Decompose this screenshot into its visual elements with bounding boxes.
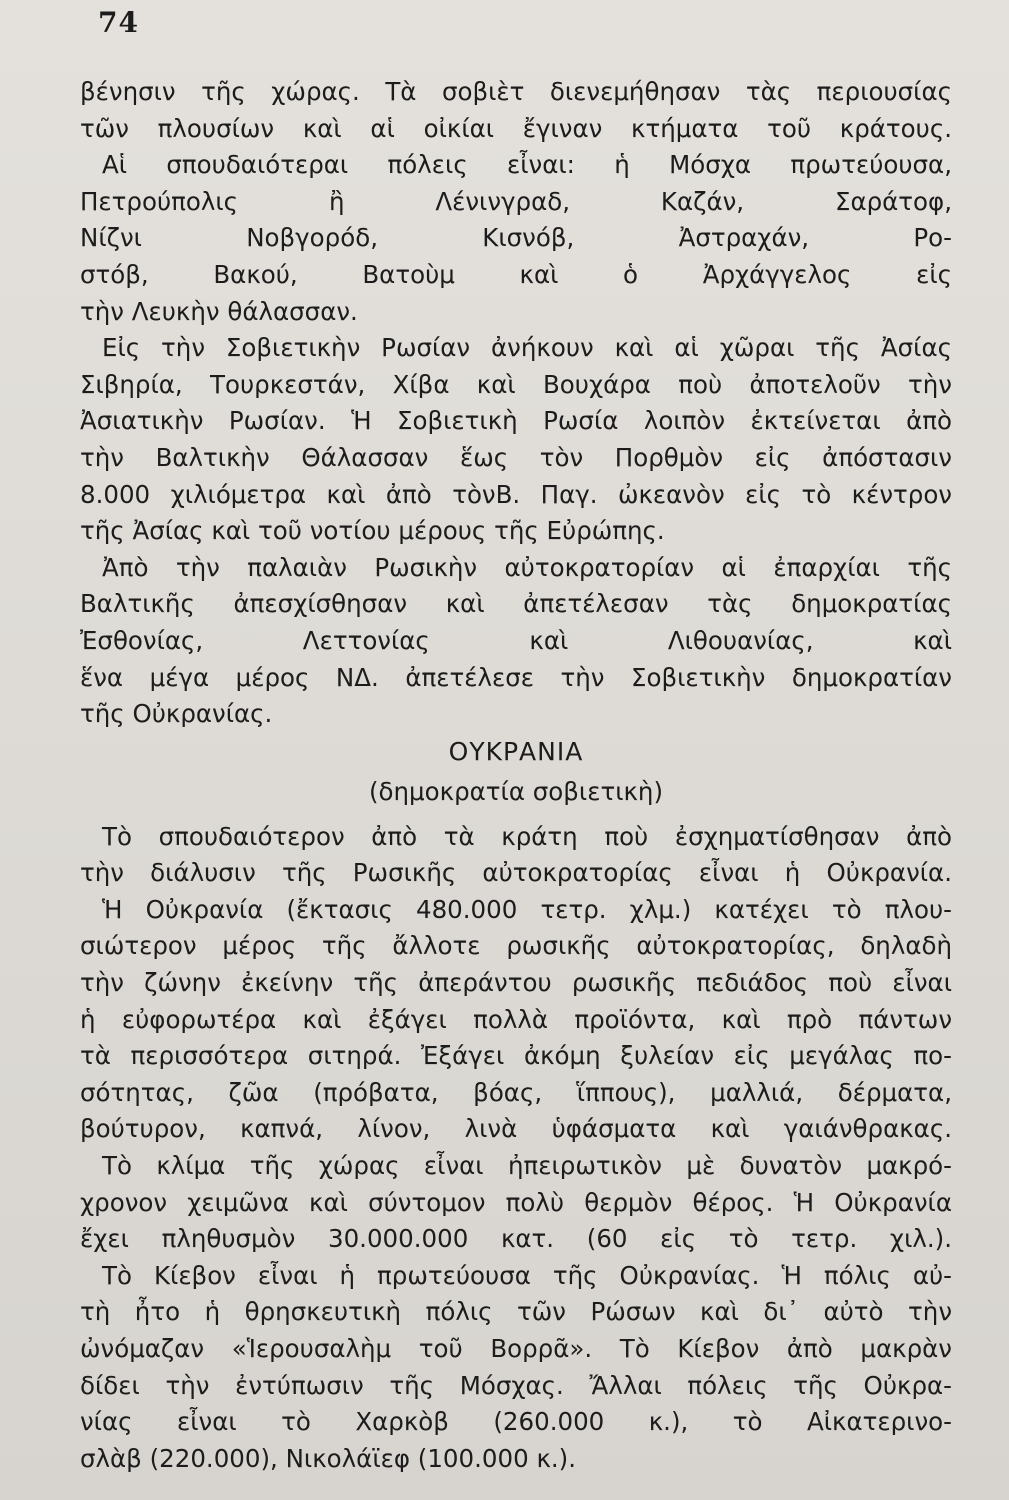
text-line: τὰ περισσότερα σιτηρά. Ἐξάγει ἀκόμη ξυλείαν εἰς μεγάλας πο- bbox=[80, 1041, 952, 1071]
text-line: Σιβηρία, Τουρκεστάν, Χίβα καὶ Βουχάρα ποὺ ἀποτελοῦν τὴν bbox=[80, 369, 952, 399]
text-line: ἡ εὐφορωτέρα καὶ ἐξάγει πολλὰ προϊόντα, καὶ πρὸ πάντων bbox=[80, 1004, 952, 1034]
text-line: βούτυρον, καπνά, λίνον, λινὰ ὑφάσματα καὶ γαιάνθρακας. bbox=[80, 1114, 952, 1144]
text-line: νίας εἶναι τὸ Χαρκὸβ (260.000 κ.), τὸ Αἰκατερινο- bbox=[80, 1407, 952, 1437]
text-line: ἕνα μέγα μέρος ΝΔ. ἀπετέλεσε τὴν Σοβιετικὴν δημοκρατίαν bbox=[80, 662, 952, 692]
text-line: τὴν διάλυσιν τῆς Ρωσικῆς αὐτοκρατορίας εἶναι ἡ Οὐκρανία. bbox=[80, 858, 952, 888]
text-line: τὴν ζώνην ἐκείνην τῆς ἀπεράντου ρωσικῆς πεδιάδος ποὺ εἶναι bbox=[80, 968, 952, 998]
text-line: τῶν πλουσίων καὶ αἱ οἰκίαι ἔγιναν κτήματα τοῦ κράτους. bbox=[80, 113, 952, 143]
text-line: τῆς Οὐκρανίας. bbox=[80, 699, 273, 729]
text-line: βένησιν τῆς χώρας. Τὰ σοβιὲτ διενεμήθησαν τὰς περιουσίας bbox=[80, 77, 952, 106]
text-line: τὴ ἦτο ἡ θρησκευτικὴ πόλις τῶν Ρώσων καὶ δι᾽ αὐτὸ τὴν bbox=[80, 1297, 952, 1327]
text-line: δίδει τὴν ἐντύπωσιν τῆς Μόσχας. Ἄλλαι πόλεις τῆς Οὐκρα- bbox=[80, 1370, 952, 1400]
text-line: Τὸ σπουδαιότερον ἀπὸ τὰ κράτη ποὺ ἐσχηματίσθησαν ἀπὸ bbox=[102, 821, 952, 851]
text-line: χρονον χειμῶνα καὶ σύντομον πολὺ θερμὸν θέρος. Ἡ Οὐκρανία bbox=[80, 1187, 952, 1217]
text-line: Ἀπὸ τὴν παλαιὰν Ρωσικὴν αὐτοκρατορίαν αἱ ἐπαρχίαι τῆς bbox=[102, 552, 952, 582]
text-line: στόβ, Βακού, Βατοὺμ καὶ ὁ Ἀρχάγγελος εἰς bbox=[80, 259, 952, 289]
text-line: Ἡ Οὐκρανία (ἔκτασις 480.000 τετρ. χλμ.) κατέχει τὸ πλου- bbox=[102, 894, 952, 924]
body-text bbox=[80, 74, 952, 1477]
text-line: Βαλτικῆς ἀπεσχίσθησαν καὶ ἀπετέλεσαν τὰς δημοκρατίας bbox=[80, 589, 952, 619]
text-line: Τὸ Κίεβον εἶναι ἡ πρωτεύουσα τῆς Οὐκρανίας. Ἡ πόλις αὐ- bbox=[102, 1260, 952, 1290]
text-line: σιώτερον μέρος τῆς ἄλλοτε ρωσικῆς αὐτοκρατορίας, δηλαδὴ bbox=[80, 931, 952, 961]
section-heading: ΟΥΚΡΑΝΙΑ bbox=[448, 736, 584, 766]
text-line: Νίζνι Νοβγορόδ, Κισνόβ, Ἀστραχάν, Ρο- bbox=[80, 223, 952, 253]
text-line: Ἀσιατικὴν Ρωσίαν. Ἡ Σοβιετικὴ Ρωσία λοιπὸν ἐκτείνεται ἀπὸ bbox=[80, 406, 952, 436]
section-subheading: (δημοκρατία σοβιετικὴ) bbox=[368, 776, 664, 806]
text-line: τὴν Λευκὴν θάλασσαν. bbox=[80, 296, 358, 326]
text-line: Τὸ κλίμα τῆς χώρας εἶναι ἠπειρωτικὸν μὲ δυνατὸν μακρό- bbox=[102, 1151, 952, 1181]
text-line: 8.000 χιλιόμετρα καὶ ἀπὸ τὸνΒ. Παγ. ὠκεανὸν εἰς τὸ κέντρον bbox=[80, 479, 952, 509]
text-line: σότητας, ζῶα (πρόβατα, βόας, ἵππους), μαλλιά, δέρματα, bbox=[80, 1077, 952, 1107]
text-line: Πετρούπολις ἢ Λένινγραδ, Καζάν, Σαράτοφ, bbox=[80, 186, 952, 216]
text-line: ἔχει πληθυσμὸν 30.000.000 κατ. (60 εἰς τὸ τετρ. χιλ.). bbox=[80, 1224, 952, 1254]
text-line: Ἐσθονίας, Λεττονίας καὶ Λιθουανίας, καὶ bbox=[80, 625, 952, 655]
text-line: σλὰβ (220.000), Νικολάϊεφ (100.000 κ.). bbox=[80, 1443, 577, 1473]
text-line: Εἰς τὴν Σοβιετικὴν Ρωσίαν ἀνήκουν καὶ αἱ χῶραι τῆς Ἀσίας bbox=[102, 333, 952, 363]
page-number: 74 bbox=[98, 6, 139, 39]
text-line: Αἱ σπουδαιότεραι πόλεις εἶναι: ἡ Μόσχα πρωτεύουσα, bbox=[102, 150, 952, 180]
text-line: ὠνόμαζαν «Ἱερουσαλὴμ τοῦ Βορρᾶ». Τὸ Κίεβον ἀπὸ μακρὰν bbox=[80, 1334, 952, 1363]
text-line: τῆς Ἀσίας καὶ τοῦ νοτίου μέρους τῆς Εὐρώπης. bbox=[80, 516, 665, 546]
text-line: τὴν Βαλτικὴν Θάλασσαν ἕως τὸν Πορθμὸν εἰς ἀπόστασιν bbox=[80, 442, 952, 472]
